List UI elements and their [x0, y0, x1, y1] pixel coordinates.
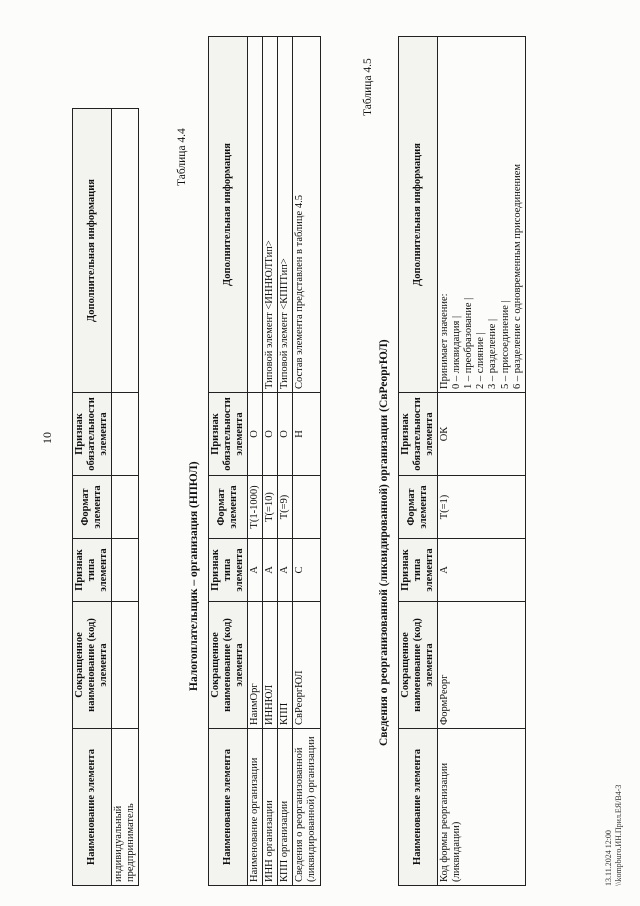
cell: Сведения о реорганизованной (ликвидированной) организации [293, 729, 320, 886]
cell: О [263, 393, 278, 476]
cell [112, 539, 139, 602]
table-title: Сведения о реорганизованной (ликвидированной) организации (СвРеоргЮЛ) [378, 339, 390, 746]
cell [112, 602, 139, 729]
table-title: Налогоплательщик – организация (НПЮЛ) [188, 461, 200, 691]
page-number: 10 [40, 432, 54, 444]
cell: А [278, 539, 293, 602]
header-cell: Дополнительная информация [73, 109, 112, 393]
cell: ОК [438, 393, 525, 476]
header-cell: Наименование элемента [73, 729, 112, 886]
header-cell: Формат элемента [399, 476, 438, 539]
info-line: 0 – ликвидация | [451, 315, 463, 389]
table-row [278, 37, 293, 886]
header-cell: Признак обязательности элемента [209, 393, 248, 476]
cell: НаимОрг [248, 602, 263, 729]
cell: Состав элемента представлен в таблице 4.5 [293, 37, 320, 393]
header-cell: Признак типа элемента [209, 539, 248, 602]
table-row [248, 37, 263, 886]
info-line: 3 – разделение | [487, 318, 499, 389]
table-row [438, 37, 525, 886]
header-cell: Формат элемента [73, 476, 112, 539]
info-cell [438, 37, 525, 393]
cell [293, 476, 320, 539]
cell: О [278, 393, 293, 476]
header-cell: Сокращенное наименование (код) элемента [73, 602, 112, 729]
cell: КПП организации [278, 729, 293, 886]
header-cell: Сокращенное наименование (код) элемента [399, 602, 438, 729]
cell: КПП [278, 602, 293, 729]
table-caption: Таблица 4.4 [176, 128, 188, 186]
header-cell: Признак обязательности элемента [399, 393, 438, 476]
info-line: 2 – слияние | [475, 332, 487, 389]
cell [112, 393, 139, 476]
table-4-5 [398, 36, 526, 886]
table-header-row [73, 109, 112, 886]
cell: Н [293, 393, 320, 476]
cell: Типовой элемент <КППТип> [278, 37, 293, 393]
header-cell: Наименование элемента [399, 729, 438, 886]
header-cell: Наименование элемента [209, 729, 248, 886]
cell: T(=10) [263, 476, 278, 539]
cell: ИННЮЛ [263, 602, 278, 729]
header-cell: Признак типа элемента [399, 539, 438, 602]
table-header-row [209, 37, 248, 886]
cell: А [263, 539, 278, 602]
cell: Код формы реорганизации (ликвидации) [438, 729, 525, 886]
cell: T(1-1000) [248, 476, 263, 539]
table-row [263, 37, 278, 886]
cell: индивидуальный предприниматель [112, 729, 139, 886]
table-row [112, 109, 139, 886]
cell: T(=9) [278, 476, 293, 539]
cell: T(=1) [438, 476, 525, 539]
header-cell: Сокращенное наименование (код) элемента [209, 602, 248, 729]
table-4-4 [208, 36, 321, 886]
document-footer [604, 785, 623, 886]
footer-line: \\kompburo.ИН.Прил.ЕЯ/В4-3 [613, 784, 623, 886]
cell: СвРеоргЮЛ [293, 602, 320, 729]
table-header-row [399, 37, 438, 886]
info-line: 5 – присоединение | [499, 300, 511, 389]
info-line: Принимает значение: [439, 293, 451, 389]
cell: С [293, 539, 320, 602]
table-continuation [72, 108, 139, 886]
header-cell: Признак типа элемента [73, 539, 112, 602]
cell: Типовой элемент <ИННЮЛТип> [263, 37, 278, 393]
header-cell: Дополнительная информация [399, 37, 438, 393]
header-cell: Формат элемента [209, 476, 248, 539]
cell [112, 109, 139, 393]
cell: А [248, 539, 263, 602]
header-cell: Признак обязательности элемента [73, 393, 112, 476]
cell: А [438, 539, 525, 602]
cell: О [248, 393, 263, 476]
footer-line: 13.11.2024 12:00 [604, 830, 613, 886]
table-caption: Таблица 4.5 [362, 58, 374, 116]
cell [112, 476, 139, 539]
info-line: 1 – преобразование | [463, 297, 475, 389]
cell: ИНН организации [263, 729, 278, 886]
info-line: 6 – разделение с одновременным присоединением [511, 163, 523, 389]
cell: ФормРеорг [438, 602, 525, 729]
cell: Наименование организации [248, 729, 263, 886]
cell [248, 37, 263, 393]
table-row [293, 37, 320, 886]
header-cell: Дополнительная информация [209, 37, 248, 393]
